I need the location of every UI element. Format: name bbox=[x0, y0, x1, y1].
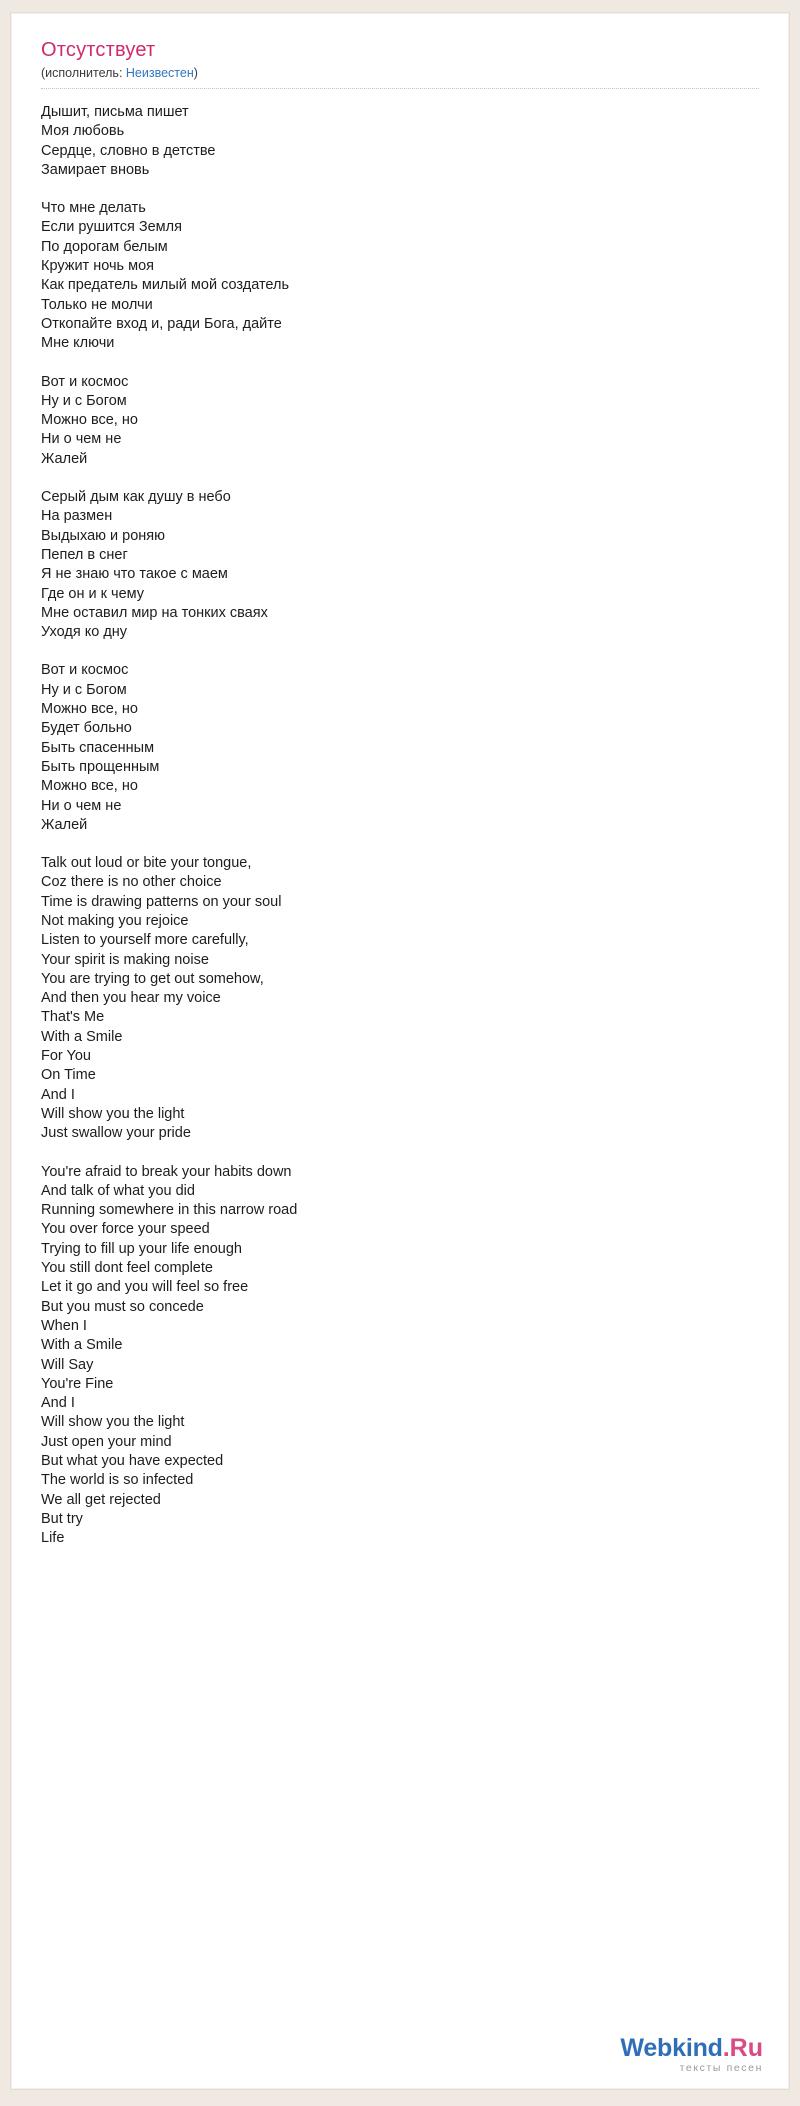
lyrics-line: Running somewhere in this narrow road bbox=[41, 1202, 298, 1219]
lyrics-line: And talk of what you did bbox=[41, 1182, 195, 1199]
lyrics-line: Если рушится Земля bbox=[41, 219, 182, 236]
artist-line bbox=[41, 66, 759, 89]
lyrics-line: Сердце, словно в детстве bbox=[41, 142, 216, 159]
lyrics-line: You are trying to get out somehow, bbox=[41, 970, 264, 987]
lyrics-line: Откопайте вход и, ради Бога, дайте bbox=[41, 315, 282, 332]
lyrics-line: Just open your mind bbox=[41, 1433, 172, 1450]
lyrics-stanza bbox=[41, 854, 759, 1143]
lyrics-line: Ну и с Богом bbox=[41, 392, 127, 409]
lyrics-stanza bbox=[41, 103, 759, 180]
lyrics-line: The world is so infected bbox=[41, 1472, 194, 1489]
site-logo[interactable] bbox=[620, 2033, 763, 2074]
lyrics-stanza bbox=[41, 1163, 759, 1549]
lyrics-line: По дорогам белым bbox=[41, 238, 168, 255]
brand-main-text: Webkind bbox=[620, 2033, 723, 2062]
lyrics-sheet bbox=[10, 12, 790, 2090]
lyrics-line: And then you hear my voice bbox=[41, 990, 221, 1007]
lyrics-line: Можно все, но bbox=[41, 412, 138, 429]
lyrics-stanza bbox=[41, 488, 759, 642]
lyrics-line: Жалей bbox=[41, 450, 88, 467]
lyrics-line: Я не знаю что такое с маем bbox=[41, 566, 228, 583]
brand-name bbox=[620, 2033, 763, 2062]
lyrics-line: But you must so concede bbox=[41, 1298, 204, 1315]
lyrics-line: Will show you the light bbox=[41, 1414, 185, 1431]
lyrics-line: But what you have expected bbox=[41, 1453, 224, 1469]
lyrics-line: You still dont feel complete bbox=[41, 1260, 213, 1277]
lyrics-line: Кружит ночь моя bbox=[41, 258, 155, 275]
page-title: Отсутствует bbox=[41, 39, 156, 61]
lyrics-line: With a Smile bbox=[41, 1028, 123, 1045]
artist-suffix-label: ) bbox=[193, 66, 198, 80]
lyrics-line: When I bbox=[41, 1317, 87, 1334]
lyrics-line: Мне ключи bbox=[41, 335, 115, 352]
brand-tagline: тексты песен bbox=[679, 2061, 763, 2074]
lyrics-line: On Time bbox=[41, 1067, 96, 1084]
lyrics-line: Серый дым как душу в небо bbox=[41, 489, 231, 506]
lyrics-line: Замирает вновь bbox=[41, 161, 150, 178]
lyrics-line: Ни о чем не bbox=[41, 797, 122, 814]
lyrics-line: На размен bbox=[41, 508, 113, 525]
lyrics-line: Пепел в снег bbox=[41, 546, 128, 563]
lyrics-line: Выдыхаю и роняю bbox=[41, 527, 166, 544]
lyrics-line: Где он и к чему bbox=[41, 585, 145, 602]
lyrics-line: Жалей bbox=[41, 816, 88, 833]
lyrics-line: Ну и с Богом bbox=[41, 681, 127, 698]
lyrics-line: Как предатель милый мой создатель bbox=[41, 277, 290, 294]
lyrics-line: Можно все, но bbox=[41, 778, 138, 795]
lyrics-line: We all get rejected bbox=[41, 1491, 161, 1508]
lyrics-line: Уходя ко дну bbox=[41, 624, 128, 641]
lyrics-line: Мне оставил мир на тонких сваях bbox=[41, 604, 268, 621]
lyrics-line: Time is drawing patterns on your soul bbox=[41, 893, 282, 910]
lyrics-line: Вот и космос bbox=[41, 373, 129, 390]
lyrics-line: And I bbox=[41, 1395, 75, 1412]
lyrics-line: Coz there is no other choice bbox=[41, 874, 222, 891]
lyrics-line: Вот и космос bbox=[41, 662, 129, 679]
lyrics-line: Will Say bbox=[41, 1356, 94, 1373]
lyrics-line: With a Smile bbox=[41, 1337, 123, 1354]
lyrics-line: But try bbox=[41, 1510, 83, 1527]
artist-prefix-label: (исполнитель: bbox=[41, 66, 123, 80]
lyrics-line: Listen to yourself more carefully, bbox=[41, 932, 249, 949]
lyrics-line: Будет больно bbox=[41, 720, 132, 737]
lyrics-line: Life bbox=[41, 1530, 65, 1547]
lyrics-stanza bbox=[41, 373, 759, 469]
lyrics-line: Ни о чем не bbox=[41, 431, 122, 448]
lyrics-line: Дышит, письма пишет bbox=[41, 104, 189, 120]
lyrics-body bbox=[41, 103, 759, 1548]
lyrics-line: And I bbox=[41, 1086, 75, 1103]
lyrics-line: Trying to fill up your life enough bbox=[41, 1240, 242, 1257]
lyrics-line: Моя любовь bbox=[41, 123, 125, 140]
lyrics-line: Только не молчи bbox=[41, 296, 153, 313]
lyrics-stanza bbox=[41, 661, 759, 835]
lyrics-line: Will show you the light bbox=[41, 1105, 185, 1122]
lyrics-line: You're Fine bbox=[41, 1375, 114, 1392]
lyrics-line: Let it go and you will feel so free bbox=[41, 1279, 249, 1296]
lyrics-line: Talk out loud or bite your tongue, bbox=[41, 855, 252, 872]
brand-tld-text: .Ru bbox=[722, 2033, 763, 2062]
lyrics-line: Just swallow your pride bbox=[41, 1125, 191, 1142]
lyrics-line: Быть спасенным bbox=[41, 739, 155, 756]
lyrics-line: You're afraid to break your habits down bbox=[41, 1163, 292, 1180]
lyrics-stanza bbox=[41, 199, 759, 353]
lyrics-line: Your spirit is making noise bbox=[41, 951, 209, 968]
lyrics-line: Not making you rejoice bbox=[41, 912, 189, 929]
lyrics-line: That's Me bbox=[41, 1009, 105, 1026]
artist-link[interactable]: Неизвестен bbox=[125, 66, 194, 80]
lyrics-line: You over force your speed bbox=[41, 1221, 210, 1238]
lyrics-line: Можно все, но bbox=[41, 701, 138, 718]
lyrics-line: Что мне делать bbox=[41, 200, 146, 217]
lyrics-line: Быть прощенным bbox=[41, 758, 160, 775]
lyrics-line: For You bbox=[41, 1048, 91, 1065]
